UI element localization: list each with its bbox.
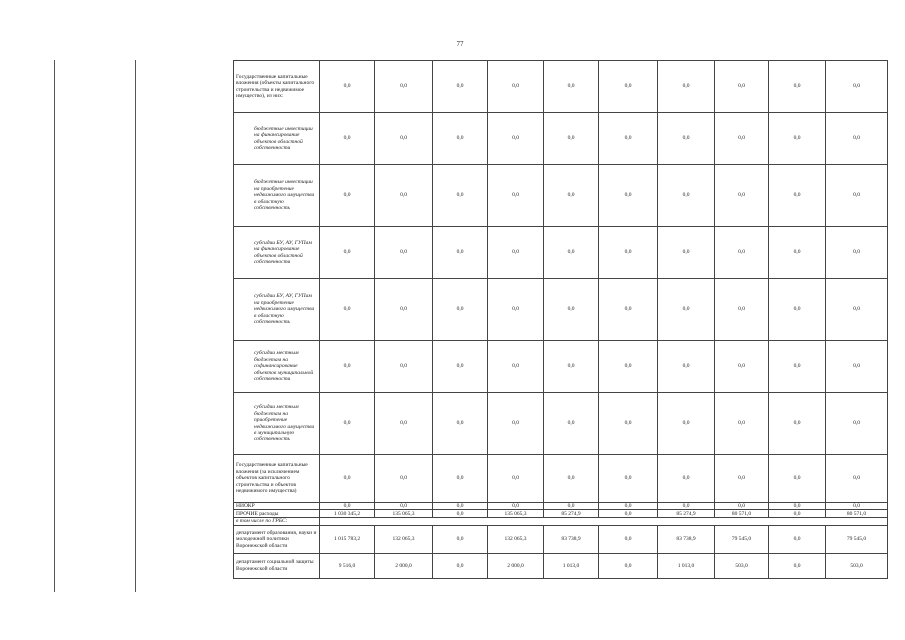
value-cell: 0,0 xyxy=(658,341,715,393)
value-cell: 0,0 xyxy=(769,279,826,341)
value-cell: 1 013,0 xyxy=(544,553,599,578)
value-cell: 0,0 xyxy=(375,455,433,503)
value-cell: 0,0 xyxy=(826,341,888,393)
value-cell: 0,0 xyxy=(658,393,715,455)
value-cell: 0,0 xyxy=(599,113,658,165)
value-cell: 0,0 xyxy=(544,165,599,227)
value-cell: 0,0 xyxy=(433,227,488,279)
row-label: в том числе по ГРБС: xyxy=(234,518,320,525)
value-cell: 0,0 xyxy=(599,341,658,393)
value-cell: 0,0 xyxy=(433,165,488,227)
row-label: субсидии БУ, АУ, ГУПам на приобретение недвижимого имущества в областную собственность xyxy=(234,279,320,341)
value-cell: 0,0 xyxy=(544,341,599,393)
table-row xyxy=(234,455,888,503)
value-cell: 0,0 xyxy=(320,113,375,165)
row-label: бюджетные инвестиции на приобретение недвижимого имущества в областную собственность xyxy=(234,165,320,227)
value-cell: 0,0 xyxy=(769,165,826,227)
table-row xyxy=(234,165,888,227)
value-cell: 0,0 xyxy=(769,503,826,510)
value-cell: 79 545,0 xyxy=(826,525,888,553)
page-number: 77 xyxy=(456,40,464,48)
row-label: субсидии БУ, АУ, ГУПам на финансирование объектов областной собственности xyxy=(234,227,320,279)
value-cell: 83 738,9 xyxy=(658,525,715,553)
value-cell: 135 065,3 xyxy=(375,510,433,518)
value-cell: 0,0 xyxy=(544,227,599,279)
row-label: НИОКР xyxy=(234,503,320,510)
value-cell: 0,0 xyxy=(488,455,544,503)
row-label: субсидии местным бюджетам на софинансирование объектов муниципальной собственности xyxy=(234,341,320,393)
table-row xyxy=(234,525,888,553)
table-row xyxy=(234,341,888,393)
value-cell: 80 571,0 xyxy=(715,510,769,518)
value-cell: 0,0 xyxy=(715,279,769,341)
value-cell: 0,0 xyxy=(826,503,888,510)
value-cell: 2 000,0 xyxy=(488,553,544,578)
value-cell: 9 516,0 xyxy=(320,553,375,578)
value-cell: 0,0 xyxy=(715,113,769,165)
value-cell: 0,0 xyxy=(599,61,658,113)
value-cell: 0,0 xyxy=(433,510,488,518)
value-cell: 0,0 xyxy=(826,393,888,455)
value-cell: 0,0 xyxy=(599,553,658,578)
value-cell: 0,0 xyxy=(488,61,544,113)
row-label: бюджетные инвестиции на финансирование объектов областной собственности xyxy=(234,113,320,165)
value-cell: 0,0 xyxy=(375,393,433,455)
value-cell: 0,0 xyxy=(433,455,488,503)
row-label: департамент образования, науки и молодежной политики Воронежской области xyxy=(234,525,320,553)
value-cell: 0,0 xyxy=(320,393,375,455)
table-row xyxy=(234,393,888,455)
value-cell: 0,0 xyxy=(599,227,658,279)
value-cell: 0,0 xyxy=(715,341,769,393)
value-cell: 0,0 xyxy=(320,341,375,393)
value-cell: 0,0 xyxy=(375,503,433,510)
value-cell: 0,0 xyxy=(599,525,658,553)
value-cell: 0,0 xyxy=(658,503,715,510)
value-cell: 0,0 xyxy=(433,341,488,393)
value-cell: 0,0 xyxy=(769,393,826,455)
value-cell: 0,0 xyxy=(488,503,544,510)
value-cell: 135 065,3 xyxy=(488,510,544,518)
value-cell: 0,0 xyxy=(375,61,433,113)
value-cell: 0,0 xyxy=(599,503,658,510)
row-label: субсидии местным бюджетам на приобретение недвижимого имущества в муниципальную собственность xyxy=(234,393,320,455)
empty-cell xyxy=(320,518,888,525)
value-cell: 0,0 xyxy=(433,525,488,553)
value-cell: 0,0 xyxy=(658,279,715,341)
table-row xyxy=(234,279,888,341)
value-cell: 0,0 xyxy=(488,165,544,227)
value-cell: 0,0 xyxy=(433,503,488,510)
value-cell: 0,0 xyxy=(599,455,658,503)
value-cell: 0,0 xyxy=(320,455,375,503)
value-cell: 85 274,9 xyxy=(658,510,715,518)
value-cell: 0,0 xyxy=(544,113,599,165)
value-cell: 1 015 783,2 xyxy=(320,525,375,553)
value-cell: 0,0 xyxy=(433,113,488,165)
value-cell: 0,0 xyxy=(826,279,888,341)
value-cell: 0,0 xyxy=(826,227,888,279)
value-cell: 132 065,3 xyxy=(488,525,544,553)
value-cell: 0,0 xyxy=(320,61,375,113)
value-cell: 0,0 xyxy=(599,393,658,455)
value-cell: 503,0 xyxy=(826,553,888,578)
row-label: департамент социальной защиты Воронежской области xyxy=(234,553,320,578)
value-cell: 0,0 xyxy=(715,165,769,227)
value-cell: 0,0 xyxy=(488,279,544,341)
table-row xyxy=(234,518,888,525)
value-cell: 0,0 xyxy=(544,279,599,341)
value-cell: 0,0 xyxy=(375,279,433,341)
value-cell: 0,0 xyxy=(769,510,826,518)
value-cell: 1 030 345,2 xyxy=(320,510,375,518)
table-row xyxy=(234,113,888,165)
table-row xyxy=(234,510,888,518)
value-cell: 0,0 xyxy=(826,61,888,113)
value-cell: 0,0 xyxy=(488,393,544,455)
value-cell: 0,0 xyxy=(488,227,544,279)
value-cell: 85 274,9 xyxy=(544,510,599,518)
value-cell: 503,0 xyxy=(715,553,769,578)
value-cell: 0,0 xyxy=(826,165,888,227)
value-cell: 0,0 xyxy=(488,341,544,393)
value-cell: 0,0 xyxy=(544,455,599,503)
value-cell: 0,0 xyxy=(544,393,599,455)
value-cell: 1 013,0 xyxy=(658,553,715,578)
value-cell: 0,0 xyxy=(826,455,888,503)
value-cell: 132 065,3 xyxy=(375,525,433,553)
value-cell: 0,0 xyxy=(715,503,769,510)
value-cell: 0,0 xyxy=(433,553,488,578)
value-cell: 0,0 xyxy=(599,510,658,518)
value-cell: 79 545,0 xyxy=(715,525,769,553)
value-cell: 83 738,9 xyxy=(544,525,599,553)
table-row xyxy=(234,503,888,510)
left-margin-rule-inner xyxy=(135,60,136,592)
value-cell: 0,0 xyxy=(320,279,375,341)
value-cell: 0,0 xyxy=(658,61,715,113)
value-cell: 80 571,0 xyxy=(826,510,888,518)
value-cell: 0,0 xyxy=(320,165,375,227)
value-cell: 0,0 xyxy=(715,227,769,279)
value-cell: 0,0 xyxy=(715,455,769,503)
value-cell: 0,0 xyxy=(433,279,488,341)
value-cell: 0,0 xyxy=(769,525,826,553)
value-cell: 0,0 xyxy=(433,393,488,455)
value-cell: 0,0 xyxy=(826,113,888,165)
value-cell: 0,0 xyxy=(375,165,433,227)
row-label: ПРОЧИЕ расходы xyxy=(234,510,320,518)
value-cell: 0,0 xyxy=(599,165,658,227)
table-row xyxy=(234,61,888,113)
value-cell: 0,0 xyxy=(488,113,544,165)
value-cell: 0,0 xyxy=(544,61,599,113)
value-cell: 0,0 xyxy=(715,61,769,113)
value-cell: 0,0 xyxy=(715,393,769,455)
value-cell: 0,0 xyxy=(375,113,433,165)
table-row xyxy=(234,227,888,279)
value-cell: 0,0 xyxy=(599,279,658,341)
value-cell: 0,0 xyxy=(320,227,375,279)
value-cell: 0,0 xyxy=(375,341,433,393)
value-cell: 0,0 xyxy=(658,455,715,503)
value-cell: 0,0 xyxy=(375,227,433,279)
row-label: Государственные капитальные вложения (объекты капитального строительства и недвижимое имущество), из них: xyxy=(234,61,320,113)
value-cell: 0,0 xyxy=(769,113,826,165)
left-margin-rule xyxy=(54,60,55,592)
table-row xyxy=(234,553,888,578)
row-label: Государственные капитальные вложения (за исключением объектов капитального строительства и объектов недвижимого имущества) xyxy=(234,455,320,503)
budget-table xyxy=(233,60,888,579)
value-cell: 0,0 xyxy=(769,455,826,503)
value-cell: 0,0 xyxy=(658,165,715,227)
value-cell: 0,0 xyxy=(658,227,715,279)
value-cell: 0,0 xyxy=(658,113,715,165)
value-cell: 2 000,0 xyxy=(375,553,433,578)
value-cell: 0,0 xyxy=(544,503,599,510)
value-cell: 0,0 xyxy=(769,61,826,113)
value-cell: 0,0 xyxy=(769,553,826,578)
value-cell: 0,0 xyxy=(769,227,826,279)
value-cell: 0,0 xyxy=(320,503,375,510)
value-cell: 0,0 xyxy=(769,341,826,393)
value-cell: 0,0 xyxy=(433,61,488,113)
